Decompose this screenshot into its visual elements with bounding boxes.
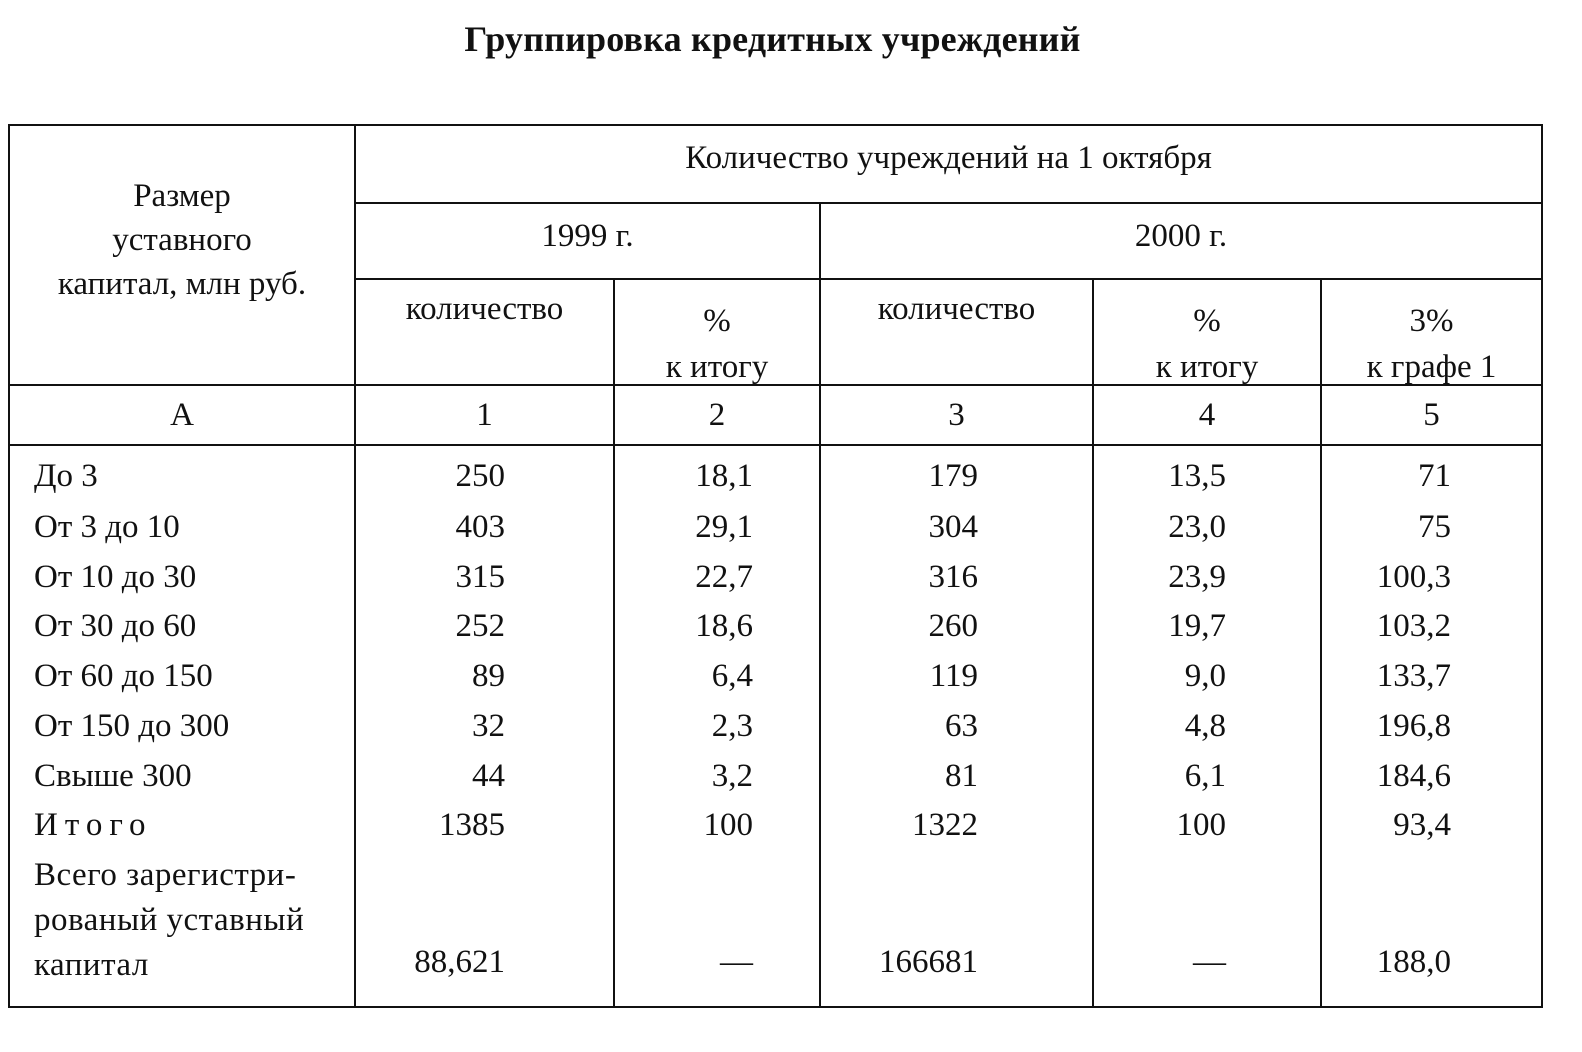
cell-value: 1322 xyxy=(820,803,1093,853)
cell-value: 3,2 xyxy=(614,754,820,804)
year-2000-header: 2000 г. xyxy=(820,203,1542,279)
column-number: 3 xyxy=(820,385,1093,445)
cell-value: — xyxy=(1093,853,1321,1007)
stub-header-line: уставного xyxy=(112,222,252,258)
cell-value: 250 xyxy=(355,445,614,505)
total-capital-label-line: Всего зарегистри- xyxy=(34,857,297,894)
table-row xyxy=(9,704,1542,754)
total-row-label: Итого xyxy=(9,803,355,853)
column-number: 4 xyxy=(1093,385,1321,445)
cell-value: 184,6 xyxy=(1321,754,1542,804)
institutions-count-header: Количество учреждений на 1 октября xyxy=(355,125,1542,203)
table-row xyxy=(9,445,1542,505)
row-label: Свыше 300 xyxy=(9,754,355,804)
column-number: А xyxy=(9,385,355,445)
cell-value: 100 xyxy=(614,803,820,853)
stub-header xyxy=(9,125,355,385)
cell-value: 22,7 xyxy=(614,555,820,605)
cell-value: 188,0 xyxy=(1321,853,1542,1007)
cell-value: — xyxy=(614,853,820,1007)
cell-value: 9,0 xyxy=(1093,654,1321,704)
cell-value: 260 xyxy=(820,604,1093,654)
stub-header-line: капитал, млн руб. xyxy=(57,266,307,302)
cell-value: 29,1 xyxy=(614,505,820,555)
table-row xyxy=(9,604,1542,654)
cell-value: 2,3 xyxy=(614,704,820,754)
cell-value: 71 xyxy=(1321,445,1542,505)
col-3-header: количество xyxy=(820,279,1093,385)
col-1-header: количество xyxy=(355,279,614,385)
total-capital-label-line: рованый уставный xyxy=(34,902,305,939)
cell-value: 1385 xyxy=(355,803,614,853)
cell-value: 13,5 xyxy=(1093,445,1321,505)
column-number: 2 xyxy=(614,385,820,445)
cell-value: 93,4 xyxy=(1321,803,1542,853)
cell-value: 63 xyxy=(820,704,1093,754)
credit-institutions-table xyxy=(8,124,1543,1008)
row-label: От 3 до 10 xyxy=(9,505,355,555)
cell-value: 6,4 xyxy=(614,654,820,704)
table-row xyxy=(9,654,1542,704)
cell-value: 252 xyxy=(355,604,614,654)
cell-value: 179 xyxy=(820,445,1093,505)
cell-value: 18,6 xyxy=(614,604,820,654)
cell-value: 89 xyxy=(355,654,614,704)
cell-value: 100,3 xyxy=(1321,555,1542,605)
cell-value: 32 xyxy=(355,704,614,754)
total-row xyxy=(9,803,1542,853)
cell-value: 166681 xyxy=(820,853,1093,1007)
cell-value: 19,7 xyxy=(1093,604,1321,654)
row-label: От 10 до 30 xyxy=(9,555,355,605)
table-row xyxy=(9,505,1542,555)
row-label: От 30 до 60 xyxy=(9,604,355,654)
cell-value: 4,8 xyxy=(1093,704,1321,754)
cell-value: 403 xyxy=(355,505,614,555)
cell-value: 6,1 xyxy=(1093,754,1321,804)
cell-value: 23,0 xyxy=(1093,505,1321,555)
row-label: От 60 до 150 xyxy=(9,654,355,704)
cell-value: 88,621 xyxy=(355,853,614,1007)
cell-value: 103,2 xyxy=(1321,604,1542,654)
cell-value: 196,8 xyxy=(1321,704,1542,754)
table-row xyxy=(9,555,1542,605)
cell-value: 100 xyxy=(1093,803,1321,853)
cell-value: 44 xyxy=(355,754,614,804)
total-capital-row xyxy=(9,853,1542,1007)
cell-value: 316 xyxy=(820,555,1093,605)
col-5-header: 3% к графе 1 xyxy=(1321,279,1542,385)
col-4-header: % к итогу xyxy=(1093,279,1321,385)
cell-value: 119 xyxy=(820,654,1093,704)
col-2-header: % к итогу xyxy=(614,279,820,385)
column-number: 5 xyxy=(1321,385,1542,445)
row-label: До 3 xyxy=(9,445,355,505)
cell-value: 304 xyxy=(820,505,1093,555)
cell-value: 133,7 xyxy=(1321,654,1542,704)
cell-value: 81 xyxy=(820,754,1093,804)
cell-value: 18,1 xyxy=(614,445,820,505)
total-capital-label xyxy=(9,853,355,1007)
cell-value: 23,9 xyxy=(1093,555,1321,605)
cell-value: 315 xyxy=(355,555,614,605)
stub-header-line: Размер xyxy=(133,178,231,214)
column-number: 1 xyxy=(355,385,614,445)
table-row xyxy=(9,754,1542,804)
table-title: Группировка кредитных учреждений xyxy=(464,19,1081,59)
cell-value: 75 xyxy=(1321,505,1542,555)
row-label: От 150 до 300 xyxy=(9,704,355,754)
column-number-row xyxy=(9,385,1542,445)
total-capital-label-line: капитал xyxy=(34,947,149,984)
year-1999-header: 1999 г. xyxy=(355,203,820,279)
